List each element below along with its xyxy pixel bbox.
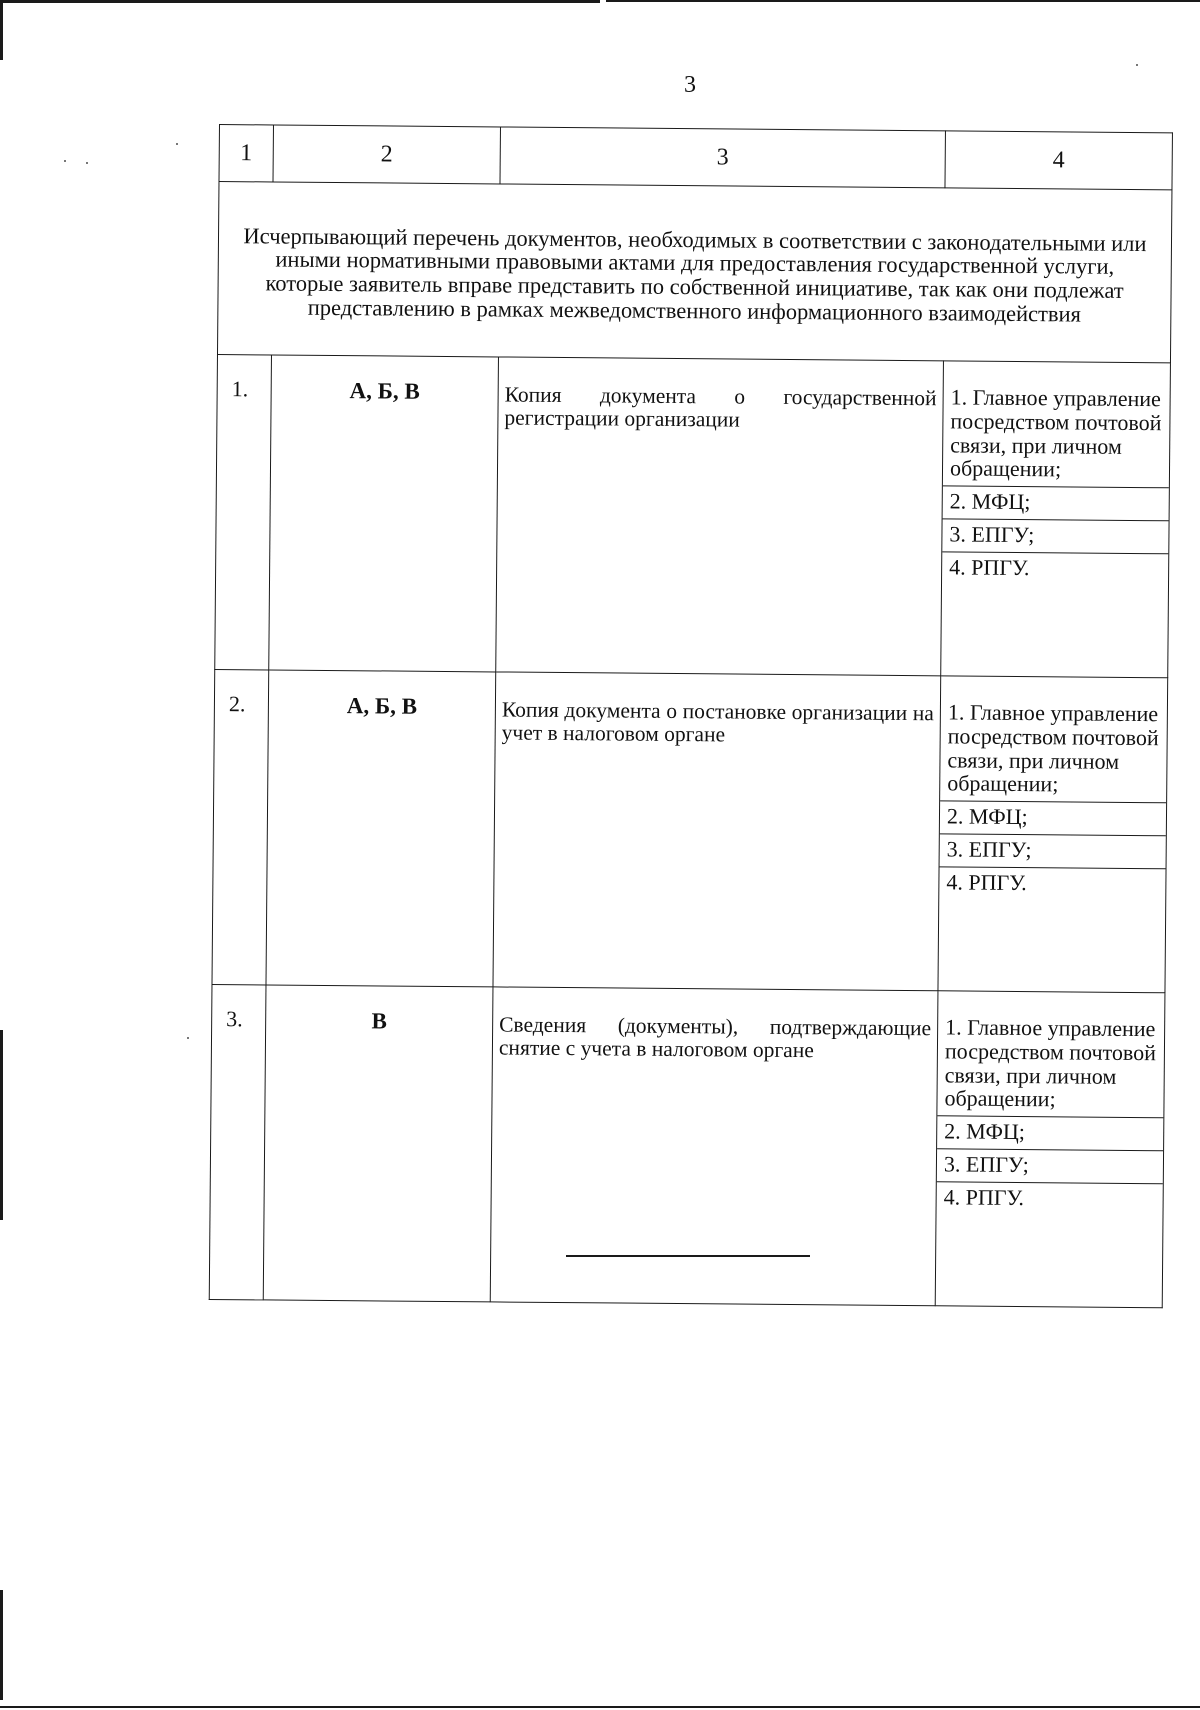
document-table-container — [209, 124, 1172, 1308]
channel-item: 3. ЕПГУ; — [940, 833, 1166, 868]
channel-item: 4. РПГУ. — [937, 1181, 1163, 1216]
table-row — [215, 354, 1171, 677]
scan-speck — [187, 1037, 189, 1039]
section-title: Исчерпывающий перечень документов, необходимых в соответствии с законодательными или иными нормативными правовыми актами для предоставления государственной услуги, которые заявитель вправе представить по собственной инициативе, так как они подлежат представлению в рамках межведомственного информационного взаимодействия — [217, 182, 1171, 363]
scan-speck — [86, 162, 88, 164]
scan-edge-left — [0, 0, 3, 60]
channel-item: 4. РПГУ. — [942, 551, 1168, 586]
scan-speck — [1136, 64, 1138, 66]
channel-item: 2. МФЦ; — [940, 800, 1166, 835]
channel-item: 1. Главное управление посредством почтовой связи, при личном обращении; — [947, 699, 1159, 797]
scan-edge-bottom — [0, 1706, 1200, 1708]
scan-edge-left — [0, 1590, 3, 1700]
document-table — [209, 124, 1173, 1308]
end-of-document-rule — [566, 1255, 810, 1257]
applicant-categories: А, Б, В — [269, 355, 499, 672]
table-row — [212, 669, 1168, 992]
channel-item: 2. МФЦ; — [937, 1115, 1163, 1150]
column-number: 4 — [945, 131, 1172, 190]
submission-channels — [938, 676, 1168, 993]
scan-speck — [176, 143, 178, 145]
channel-item: 1. Главное управление посредством почтовой связи, при личном обращении; — [944, 1014, 1157, 1112]
column-number: 1 — [219, 125, 273, 182]
submission-channels — [941, 361, 1171, 678]
channel-item: 2. МФЦ; — [943, 485, 1169, 520]
row-number: 3. — [209, 984, 266, 1299]
document-name: Копия документа о государственной регистрации организации — [496, 357, 944, 676]
channel-item: 3. ЕПГУ; — [937, 1148, 1163, 1183]
channel-item: 3. ЕПГУ; — [942, 518, 1168, 553]
scan-edge-top — [0, 0, 600, 3]
submission-channels — [935, 991, 1165, 1308]
column-number-row — [219, 125, 1172, 190]
section-title-row — [217, 182, 1171, 363]
column-number: 3 — [500, 127, 945, 188]
applicant-categories: В — [263, 985, 493, 1302]
scan-speck — [64, 160, 66, 162]
row-number: 1. — [215, 354, 272, 669]
table-row — [209, 984, 1165, 1307]
applicant-categories: А, Б, В — [266, 670, 496, 987]
scan-edge-left — [0, 1030, 3, 1220]
scan-edge-top — [606, 0, 1200, 2]
page-number: 3 — [684, 72, 696, 98]
channel-item: 1. Главное управление посредством почтовой связи, при личном обращении; — [949, 384, 1162, 482]
row-number: 2. — [212, 669, 269, 984]
document-name: Копия документа о постановке организации на учет в налоговом органе — [493, 672, 941, 991]
channel-item: 4. РПГУ. — [939, 866, 1165, 901]
document-name: Сведения (документы), подтверждающие снятие с учета в налоговом органе — [490, 987, 938, 1306]
column-number: 2 — [273, 125, 500, 184]
